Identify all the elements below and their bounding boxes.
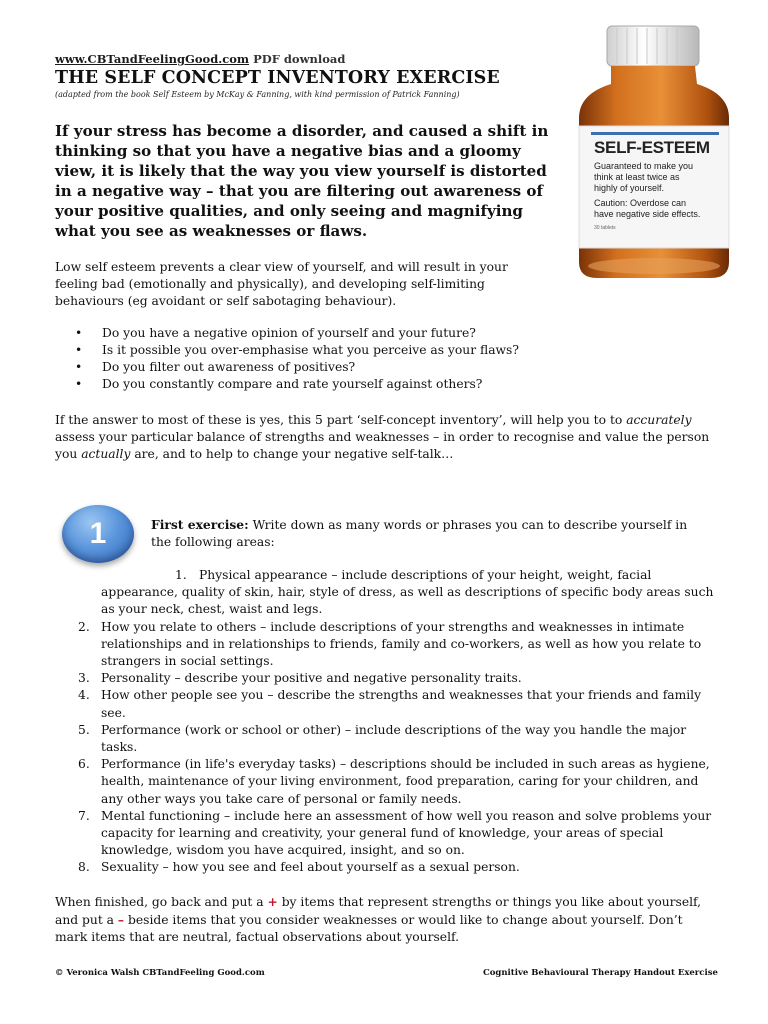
- item-text: Performance (in life's everyday tasks) – descriptions should be included in such areas as hygiene, health, maintenance of your living environment, food preparation, caring for your children, and any other ways you take care of personal or family needs.: [101, 757, 710, 806]
- exercise-number-badge: 1: [62, 505, 134, 563]
- question-text: Do you filter out awareness of positives?: [102, 360, 356, 374]
- list-item: [55, 376, 519, 393]
- item-number: 6.: [78, 757, 90, 772]
- source-suffix: PDF download: [249, 52, 346, 66]
- list-item: [55, 325, 519, 342]
- bottle-label-heading: SELF-ESTEEM: [594, 138, 710, 157]
- item-text: Sexuality – how you see and feel about yourself as a sexual person.: [101, 860, 520, 875]
- item-number: 4.: [78, 688, 90, 703]
- item-number: 2.: [78, 619, 90, 634]
- attribution-note: (adapted from the book Self Esteem by McKay & Fanning, with kind permission of Patrick Fanning): [55, 90, 460, 99]
- bullet-icon: •: [75, 377, 83, 391]
- bottle-label-line5: have negative side effects.: [594, 209, 701, 219]
- item-number: 8.: [78, 860, 90, 875]
- item-text: Mental functioning – include here an assessment of how well you reason and solve problems your capacity for learning and creativity, your general fund of knowledge, your areas of special knowledge, wisdom you have acquired, insight, and so on.: [101, 808, 712, 858]
- areas-list: [55, 567, 715, 877]
- item-text: Physical appearance – include descriptions of your height, weight, facial appearance, quality of skin, hair, style of dress, as well as descriptions of specific body areas such as your neck, chest, waist and legs.: [101, 568, 714, 617]
- item-number: 3.: [78, 671, 90, 686]
- first-exercise-label: First exercise:: [151, 517, 249, 532]
- item-number: 5.: [78, 722, 90, 737]
- question-text: Do you have a negative opinion of yourself and your future?: [102, 326, 476, 340]
- plus-mark: +: [267, 894, 278, 909]
- list-item: [55, 619, 715, 671]
- list-item: [55, 342, 519, 359]
- finish-instruction: [55, 893, 715, 946]
- finish-text: beside items that you consider weaknesses or would like to change about yourself. Don’t mark items that are neutral, factual observations about yourself.: [55, 913, 683, 944]
- source-line: [55, 52, 345, 66]
- footer-handout-label: Cognitive Behavioural Therapy Handout Exercise: [483, 968, 718, 978]
- list-item: [55, 756, 715, 808]
- question-text: Do you constantly compare and rate yourself against others?: [102, 377, 483, 391]
- bullet-icon: •: [75, 343, 83, 357]
- bullet-icon: •: [75, 326, 83, 340]
- low-self-esteem-paragraph: Low self esteem prevents a clear view of yourself, and will result in your feeling bad (emotionally and physically), and developing self-limiting behaviours (eg avoidant or self sabotaging behaviour).: [55, 260, 508, 308]
- item-number: 7.: [78, 808, 90, 823]
- item-number: 1.: [175, 568, 187, 582]
- intro-paragraph: If your stress has become a disorder, and caused a shift in thinking so that you have a negative bias and a gloomy view, it is likely that the way you view yourself is distorted in a negative way – that you are filtering out awareness of your positive qualities, and only seeing and magnifying what you see as weaknesses or flaws.: [55, 122, 549, 241]
- bottle-label-line3: highly of yourself.: [594, 183, 665, 193]
- website-link[interactable]: www.CBTandFeelingGood.com: [55, 52, 250, 66]
- bottle-label-line4: Caution: Overdose can: [594, 198, 687, 208]
- answer-paragraph: [55, 412, 715, 463]
- item-text: How you relate to others – include descriptions of your strengths and weaknesses in intimate relationships and in relationships to friends, family and co-workers, as well as how you relate to strangers in social settings.: [101, 619, 702, 669]
- finish-text: by items that represent strengths or things you like about yourself, and put a: [55, 895, 702, 927]
- list-item: [55, 687, 715, 721]
- answer-emphasis: actually: [81, 447, 131, 461]
- list-item: [55, 722, 715, 756]
- answer-emphasis: accurately: [626, 413, 692, 427]
- list-item: [55, 859, 715, 876]
- page-title: THE SELF CONCEPT INVENTORY EXERCISE: [55, 68, 500, 88]
- bullet-icon: •: [75, 360, 83, 374]
- question-text: Is it possible you over-emphasise what you perceive as your flaws?: [102, 343, 519, 357]
- minus-mark: –: [117, 912, 125, 927]
- item-text: How other people see you – describe the strengths and weaknesses that your friends and family see.: [101, 688, 702, 720]
- footer-copyright: © Veronica Walsh CBTandFeeling Good.com: [55, 968, 265, 978]
- answer-text: are, and to help to change your negative self-talk…: [130, 447, 454, 461]
- item-text: Performance (work or school or other) – include descriptions of the way you handle the major tasks.: [101, 722, 687, 755]
- bottle-label-count: 30 tablets: [594, 225, 616, 231]
- bottle-label-line2: think at least twice as: [594, 172, 680, 182]
- first-exercise-text: Write down as many words or phrases you can to describe yourself in the following areas:: [151, 518, 688, 549]
- answer-text: assess your particular balance of strengths and weaknesses – in order to recognise and value the person you: [55, 430, 710, 461]
- answer-text: If the answer to most of these is yes, this 5 part ‘self-concept inventory’, will help you to to: [55, 413, 627, 427]
- list-item: [55, 670, 715, 687]
- question-list: [55, 325, 519, 393]
- bottle-label: [594, 138, 724, 232]
- list-item: [55, 567, 715, 619]
- list-item: [55, 359, 519, 376]
- list-item: [55, 808, 715, 860]
- item-text: Personality – describe your positive and negative personality traits.: [101, 671, 522, 686]
- first-exercise-instruction: [151, 516, 711, 551]
- finish-text: When finished, go back and put a: [55, 895, 268, 909]
- bottle-label-line1: Guaranteed to make you: [594, 161, 694, 171]
